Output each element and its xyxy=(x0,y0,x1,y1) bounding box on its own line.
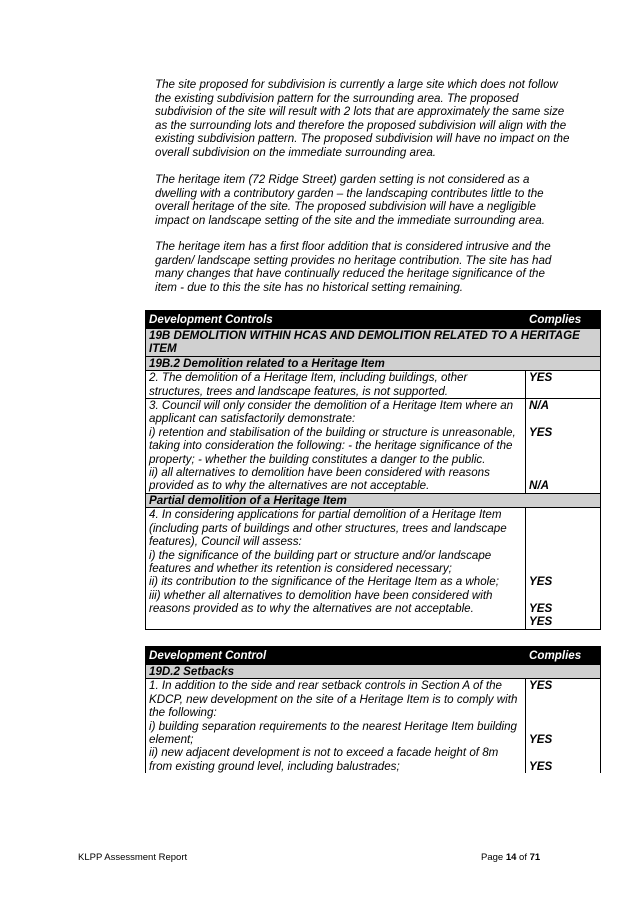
section-heading-row xyxy=(146,329,601,357)
header-complies: Complies xyxy=(526,647,601,665)
control-text: 4. In considering applications for partial demolition of a Heritage Item (including parts of buildings and other structures, trees and landscape features), Council will assess: xyxy=(149,508,507,549)
subsection-19d2-title: 19D.2 Setbacks xyxy=(146,665,601,679)
complies-value: N/A xyxy=(529,399,549,413)
development-controls-table xyxy=(145,310,601,630)
subsection-heading-row xyxy=(146,356,601,370)
subsection-heading-row xyxy=(146,665,601,679)
header-development-controls: Development Controls xyxy=(146,311,526,329)
paragraph-first-floor-addition: The heritage item has a first floor addition that is considered intrusive and the garden/ landscape setting provides no heritage contribution. The site has had many changes that have continually reduced the heritage significance of the item - due to this the site has no historical setting remaining. xyxy=(155,240,552,294)
subsection-partial-demolition-title: Partial demolition of a Heritage Item xyxy=(146,493,601,507)
complies-value: YES xyxy=(529,679,553,693)
page-of-label: of xyxy=(519,852,527,863)
page-total: 71 xyxy=(529,852,541,863)
table-header-row xyxy=(146,647,601,665)
complies-value: YES xyxy=(529,733,553,746)
control-subitem: ii) all alternatives to demolition have been considered with reasons provided as to why the alternatives are not acceptable. xyxy=(149,466,490,493)
control-text: 1. In addition to the side and rear setback controls in Section A of the KDCP, new development on the site of a Heritage Item is to comply with the following: xyxy=(149,679,518,720)
control-text: 3. Council will only consider the demolition of a Heritage Item where an applicant can satisfactorily demonstrate: xyxy=(149,399,514,426)
page-label: Page xyxy=(481,852,504,863)
complies-value: YES xyxy=(529,615,553,629)
table-row xyxy=(146,679,601,773)
complies-value: YES xyxy=(529,759,553,773)
table-header-row xyxy=(146,311,601,329)
section-19b-title: 19B DEMOLITION WITHIN HCAS AND DEMOLITION RELATED TO A HERITAGE ITEM xyxy=(146,329,601,357)
table-row xyxy=(146,399,601,494)
control-subitem: ii) new adjacent development is not to exceed a facade height of 8m from existing ground level, including balustrades; xyxy=(149,746,499,773)
complies-value: YES xyxy=(529,575,553,589)
table-row xyxy=(146,508,601,630)
control-subitem: iii) whether all alternatives to demolition have been considered with reasons provided as to why the alternatives are not acceptable. xyxy=(149,588,493,616)
complies-value: YES xyxy=(529,602,553,616)
paragraph-garden-setting: The heritage item (72 Ridge Street) garden setting is not considered as a dwelling with a contributory garden – the landscaping contributes little to the overall heritage of the site. The proposed subdivision will have a negligible impact on landscape setting of the site and the immediate surrounding area. xyxy=(155,173,545,227)
control-subitem: ii) its contribution to the significance of the Heritage Item as a whole; xyxy=(149,575,499,589)
complies-value: N/A xyxy=(529,479,549,493)
development-control-table xyxy=(145,646,601,773)
header-complies: Complies xyxy=(526,311,601,329)
footer-report-title: KLPP Assessment Report xyxy=(78,852,188,863)
control-subitem: i) building separation requirements to the nearest Heritage Item building element; xyxy=(149,719,517,747)
page-current: 14 xyxy=(505,852,517,863)
header-development-control: Development Control xyxy=(146,647,526,665)
subsection-heading-row xyxy=(146,493,601,507)
table-row xyxy=(146,371,601,399)
paragraph-subdivision-pattern: The site proposed for subdivision is currently a large site which does not follow the existing subdivision pattern for the surrounding area. The proposed subdivision of the site will result with 2 lots that are approximately the same size as the surrounding lots and therefore the proposed subdivision will align with the existing subdivision pattern. The proposed subdivision will have no impact on the overall subdivision on the immediate surrounding area. xyxy=(155,78,570,159)
control-text: 2. The demolition of a Heritage Item, including buildings, other structures, trees and landscape features, is not supported. xyxy=(146,371,526,399)
footer-page-number xyxy=(481,852,540,863)
complies-value: YES xyxy=(529,371,553,385)
control-subitem: i) the significance of the building part or structure and/or landscape features and whether its retention is considered necessary; xyxy=(149,548,492,575)
complies-value: YES xyxy=(529,425,553,439)
control-subitem: i) retention and stabilisation of the building or structure is unreasonable, taking into consideration the following: - the heritage significance of the property; - whether the building constitutes a danger to the public. xyxy=(149,425,516,466)
subsection-19b2-title: 19B.2 Demolition related to a Heritage Item xyxy=(146,356,601,370)
